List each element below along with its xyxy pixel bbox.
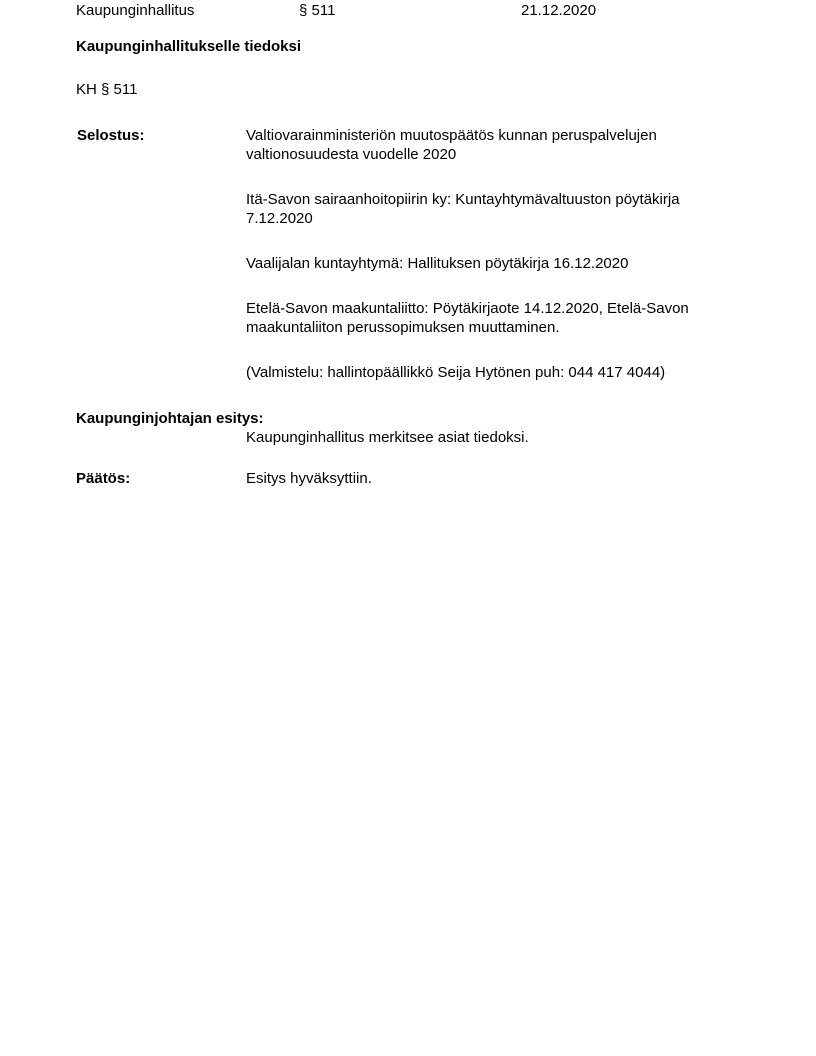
selostus-label: Selostus:: [77, 127, 145, 144]
selostus-paragraph: Etelä-Savon maakuntaliitto: Pöytäkirjaote 14.12.2020, Etelä-Savon maakuntaliiton perussopimuksen muuttaminen.: [246, 300, 689, 336]
header-date: 21.12.2020: [521, 2, 597, 19]
esitys-text: Kaupunginhallitus merkitsee asiat tiedoksi.: [246, 429, 529, 446]
preparer-note: (Valmistelu: hallintopäällikkö Seija Hytönen puh: 044 417 4044): [246, 364, 666, 381]
section-reference: KH § 511: [76, 81, 138, 98]
esitys-label: Kaupunginjohtajan esitys:: [76, 410, 264, 427]
document-title: Kaupunginhallitukselle tiedoksi: [76, 38, 302, 55]
header-section-number: § 511: [299, 2, 336, 19]
paatos-label: Päätös:: [76, 470, 131, 487]
selostus-paragraph: Vaalijalan kuntayhtymä: Hallituksen pöytäkirja 16.12.2020: [246, 255, 629, 272]
header-body-name: Kaupunginhallitus: [76, 2, 195, 19]
selostus-paragraph: Valtiovarainministeriön muutospäätös kunnan peruspalvelujen valtionosuudesta vuodelle 2020: [246, 127, 657, 163]
paatos-text: Esitys hyväksyttiin.: [246, 470, 372, 487]
selostus-paragraph: Itä-Savon sairaanhoitopiirin ky: Kuntayhtymävaltuuston pöytäkirja 7.12.2020: [246, 191, 680, 227]
